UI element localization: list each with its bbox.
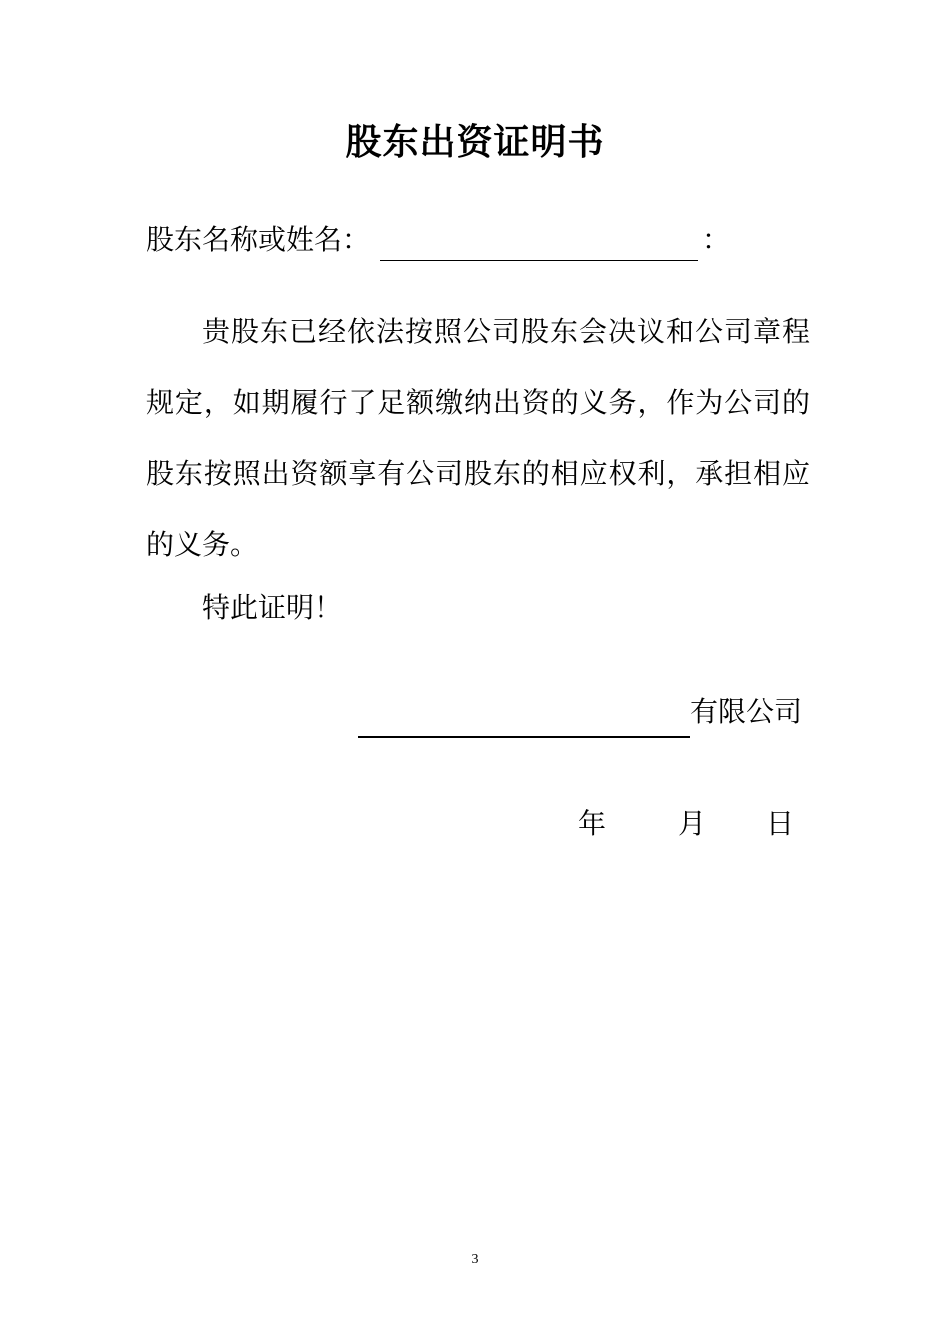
document-title: 股东出资证明书 (345, 122, 605, 163)
date-day-label: 日 (766, 807, 795, 840)
date-month-label: 月 (678, 807, 707, 840)
shareholder-name-row (146, 220, 730, 264)
company-suffix: 有限公司 (690, 695, 803, 728)
shareholder-name-label: 股东名称或姓名： (146, 223, 371, 256)
company-signature-row (358, 690, 802, 738)
page-number: 3 (471, 1252, 479, 1267)
closing-statement: 特此证明！ (202, 591, 343, 624)
shareholder-name-suffix: ： (702, 223, 731, 256)
shareholder-name-blank[interactable] (380, 220, 698, 261)
certificate-body: 贵股东已经依法按照公司股东会决议和公司章程规定，如期履行了足额缴纳出资的义务，作为公司的股东按照出资额享有公司股东的相应权利，承担相应的义务。 (146, 315, 810, 561)
company-name-blank[interactable] (358, 690, 690, 738)
date-year-label: 年 (578, 807, 607, 840)
